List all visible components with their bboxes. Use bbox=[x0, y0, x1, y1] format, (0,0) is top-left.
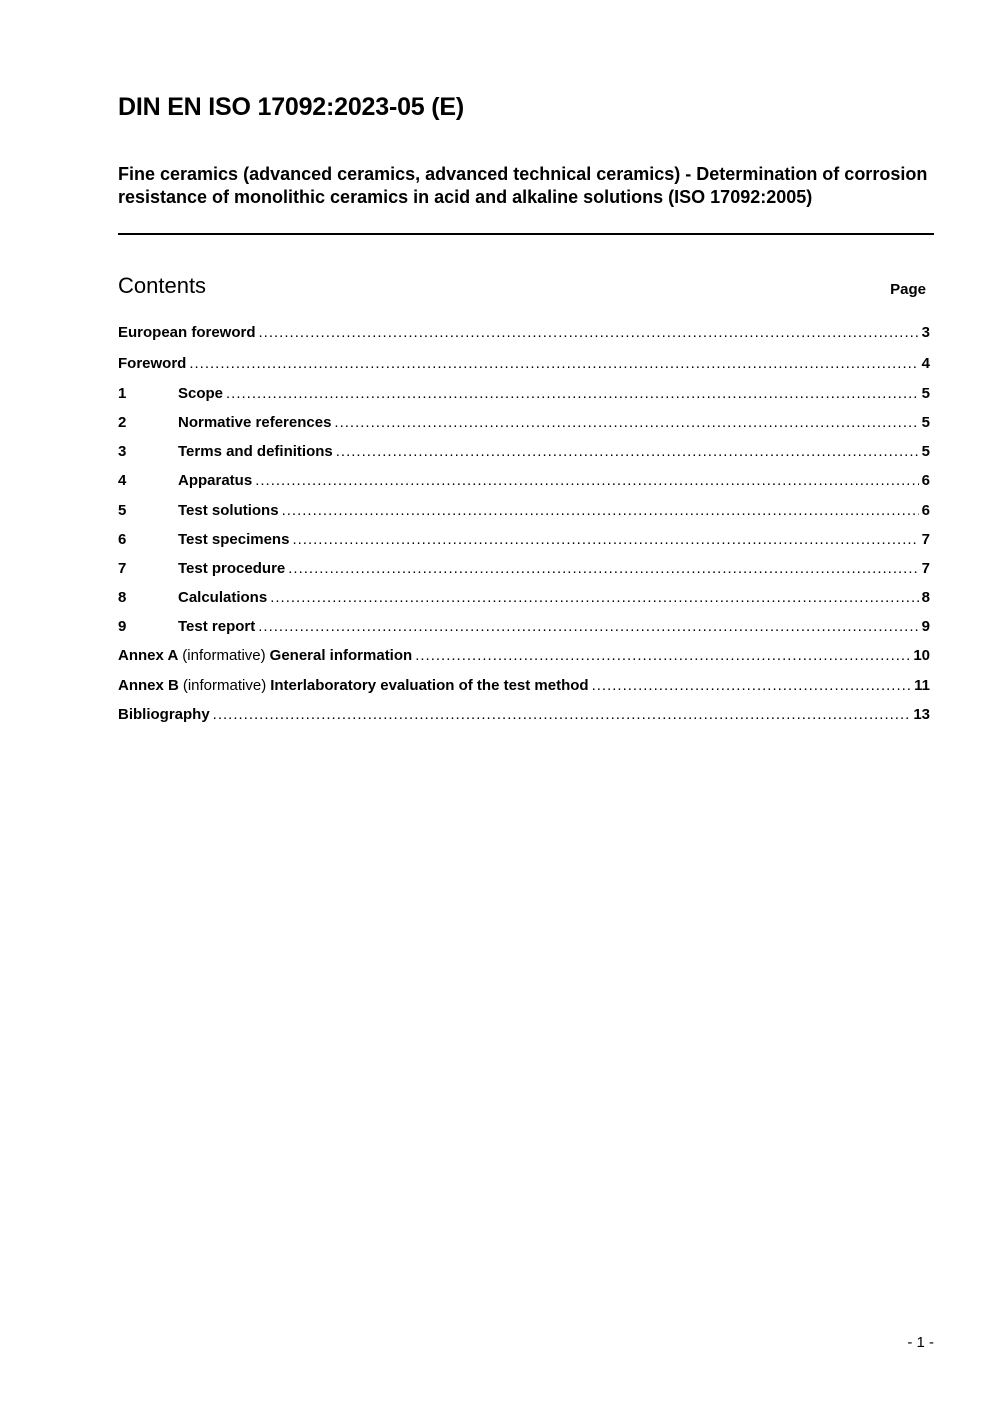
toc-entry-bibliography[interactable] bbox=[118, 706, 930, 728]
toc-entry-title: Foreword bbox=[118, 355, 187, 372]
toc-entry-page: 3 bbox=[921, 324, 930, 341]
toc-entry-number: 5 bbox=[118, 502, 127, 519]
document-id: DIN EN ISO 17092:2023-05 (E) bbox=[118, 93, 464, 121]
toc-entry-number: 9 bbox=[118, 618, 127, 635]
toc-entry-page: 10 bbox=[913, 647, 930, 664]
toc-entry-annex-b[interactable] bbox=[118, 677, 930, 699]
toc-entry-title: Test solutions bbox=[178, 502, 279, 519]
toc-leader-dots bbox=[336, 443, 919, 460]
toc-entry-test-report[interactable] bbox=[118, 618, 930, 640]
toc-leader-dots bbox=[415, 647, 910, 664]
page-number: - 1 - bbox=[907, 1334, 934, 1351]
toc-entry-number: 3 bbox=[118, 443, 127, 460]
toc-entry-page: 6 bbox=[921, 502, 930, 519]
toc-leader-dots bbox=[282, 502, 919, 519]
toc-entry-calculations[interactable] bbox=[118, 589, 930, 611]
toc-entry-page: 13 bbox=[913, 706, 930, 723]
toc-entry-terms-and-definitions[interactable] bbox=[118, 443, 930, 465]
toc-leader-dots bbox=[270, 589, 918, 606]
contents-heading: Contents bbox=[118, 273, 207, 298]
toc-entry-number: 7 bbox=[118, 560, 127, 577]
toc-entry-number: 6 bbox=[118, 531, 127, 548]
toc-annex-type: (informative) bbox=[182, 677, 267, 694]
toc-entry-number: 8 bbox=[118, 589, 127, 606]
toc-entry-number: 1 bbox=[118, 385, 127, 402]
page-column-heading: Page bbox=[890, 281, 926, 298]
toc-leader-dots bbox=[189, 355, 918, 372]
toc-leader-dots bbox=[213, 706, 911, 723]
toc-entry-test-solutions[interactable] bbox=[118, 502, 930, 524]
toc-entry-page: 9 bbox=[921, 618, 930, 635]
toc-leader-dots bbox=[334, 414, 918, 431]
toc-entry-page: 5 bbox=[921, 414, 930, 431]
toc-entry-title: Scope bbox=[178, 385, 224, 402]
toc-annex-label: Annex A bbox=[118, 647, 179, 664]
toc-entry-title: Test procedure bbox=[178, 560, 286, 577]
toc-leader-dots bbox=[592, 677, 912, 694]
toc-entry-page: 4 bbox=[921, 355, 930, 372]
toc-entry-title: European foreword bbox=[118, 324, 256, 341]
toc-entry-test-procedure[interactable] bbox=[118, 560, 930, 582]
toc-entry-title: Test report bbox=[178, 618, 256, 635]
toc-entry-title: Interlaboratory evaluation of the test method bbox=[270, 677, 589, 694]
toc-entry-page: 8 bbox=[921, 589, 930, 606]
toc-entry-title: Bibliography bbox=[118, 706, 210, 723]
toc-leader-dots bbox=[259, 324, 919, 341]
toc-entry-page: 7 bbox=[921, 531, 930, 548]
toc-entry-page: 7 bbox=[921, 560, 930, 577]
toc-entry-foreword[interactable] bbox=[118, 355, 930, 377]
toc-entry-normative-references[interactable] bbox=[118, 414, 930, 436]
toc-entry-title: Calculations bbox=[178, 589, 268, 606]
toc-entry-test-specimens[interactable] bbox=[118, 531, 930, 553]
toc-leader-dots bbox=[288, 560, 918, 577]
toc-entry-page: 5 bbox=[921, 443, 930, 460]
toc-entry-title: Apparatus bbox=[178, 472, 253, 489]
toc-entry-number: 4 bbox=[118, 472, 127, 489]
toc-annex-label: Annex B bbox=[118, 677, 179, 694]
toc-leader-dots bbox=[226, 385, 919, 402]
toc-entry-european-foreword[interactable] bbox=[118, 324, 930, 346]
toc-entry-apparatus[interactable] bbox=[118, 472, 930, 494]
title-divider bbox=[118, 233, 934, 235]
toc-entry-title: Test specimens bbox=[178, 531, 290, 548]
toc-annex-type: (informative) bbox=[182, 647, 266, 664]
toc-leader-dots bbox=[258, 618, 918, 635]
toc-entry-page: 6 bbox=[921, 472, 930, 489]
toc-entry-page: 5 bbox=[921, 385, 930, 402]
toc-entry-page: 11 bbox=[914, 677, 930, 694]
toc-leader-dots bbox=[292, 531, 918, 548]
toc-entry-title: General information bbox=[269, 647, 413, 664]
toc-leader-dots bbox=[255, 472, 918, 489]
toc-entry-number: 2 bbox=[118, 414, 127, 431]
toc-entry-scope[interactable] bbox=[118, 385, 930, 407]
toc-entry-title: Terms and definitions bbox=[178, 443, 333, 460]
toc-entry-title: Normative references bbox=[178, 414, 332, 431]
document-title: Fine ceramics (advanced ceramics, advanced technical ceramics) - Determination of corrosion resistance of monolithic ceramics in acid and alkaline solutions (ISO 17092:2005) bbox=[118, 164, 928, 207]
toc-entry-annex-a[interactable] bbox=[118, 647, 930, 669]
